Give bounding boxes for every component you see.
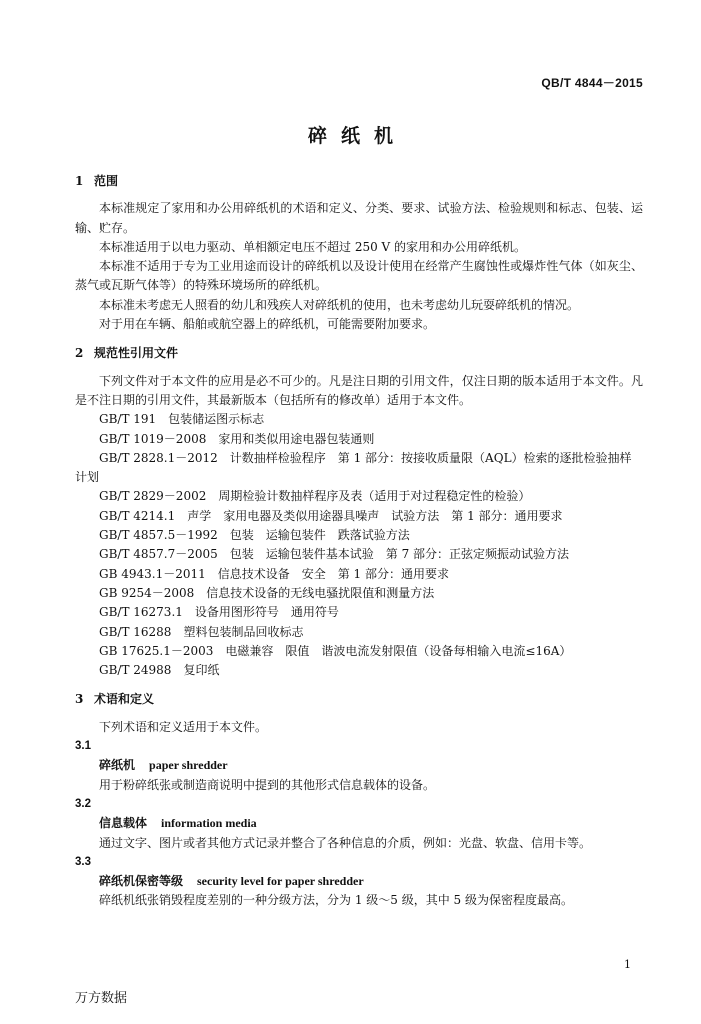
reference-item: GB/T 16273.1 设备用图形符号 通用符号: [99, 605, 339, 620]
page-number: 1: [624, 958, 631, 971]
reference-item: GB/T 16288 塑料包装制品回收标志: [99, 624, 304, 639]
paragraph: 本标准未考虑无人照看的幼儿和残疾人对碎纸机的使用，也未考虑幼儿玩耍碎纸机的情况。: [99, 297, 580, 312]
section-1-heading: 1 范围: [75, 174, 119, 188]
term-definition: 通过文字、图片或者其他方式记录并整合了各种信息的介质，例如：光盘、软盘、信用卡等。: [99, 835, 592, 850]
reference-item: GB/T 1019－2008 家用和类似用途电器包装通则: [99, 431, 375, 446]
reference-item: GB 4943.1－2011 信息技术设备 安全 第 1 部分：通用要求: [99, 566, 450, 581]
reference-item: GB/T 2829－2002 周期检验计数抽样程序及表（适用于对过程稳定性的检验）: [99, 489, 531, 504]
term-title: 信息载体 information media: [99, 816, 257, 831]
document-title: 碎纸机: [307, 125, 407, 147]
reference-item: GB 9254－2008 信息技术设备的无线电骚扰限值和测量方法: [99, 585, 435, 600]
reference-item: GB/T 4857.5－1992 包装 运输包装件 跌落试验方法: [99, 528, 410, 543]
term-number: 3.3: [75, 855, 91, 868]
paragraph: 本标准规定了家用和办公用碎纸机的术语和定义、分类、要求、试验方法、检验规则和标志、包装、运输、贮存。: [75, 201, 643, 235]
term-number: 3.1: [75, 740, 91, 753]
reference-item: GB 17625.1－2003 电磁兼容 限值 谐波电流发射限值（设备每相输入电流≤16A）: [99, 643, 572, 658]
document-body: [75, 172, 643, 911]
term-number: 3.2: [75, 797, 91, 810]
term-definition: 用于粉碎纸张或制造商说明中提到的其他形式信息载体的设备。: [99, 777, 436, 792]
paragraph: 本标准适用于以电力驱动、单相额定电压不超过 250 V 的家用和办公用碎纸机。: [99, 239, 527, 254]
standard-code: QB/T 4844－2015: [541, 76, 643, 90]
term-title: 碎纸机保密等级 security level for paper shredder: [99, 874, 364, 889]
section-2-heading: 2 规范性引用文件: [75, 346, 179, 361]
reference-item: GB/T 191 包装储运图示标志: [99, 412, 265, 427]
reference-item: GB/T 4857.7－2005 包装 运输包装件基本试验 第 7 部分：正弦定频振动试验方法: [99, 547, 570, 562]
term-title: 碎纸机 paper shredder: [99, 758, 228, 773]
paragraph: 本标准不适用于专为工业用途而设计的碎纸机以及设计使用在经常产生腐蚀性或爆炸性气体（如灰尘、蒸气或瓦斯气体等）的特殊环境场所的碎纸机。: [75, 259, 643, 293]
reference-item: GB/T 4214.1 声学 家用电器及类似用途器具噪声 试验方法 第 1 部分：通用要求: [99, 508, 563, 523]
paragraph: 下列文件对于本文件的应用是必不可少的。凡是注日期的引用文件，仅注日期的版本适用于本文件。凡是不注日期的引用文件，其最新版本（包括所有的修改单）适用于本文件。: [75, 373, 643, 407]
footer-watermark: 万方数据: [75, 991, 128, 1006]
reference-item: GB/T 24988 复印纸: [99, 663, 220, 678]
reference-item: GB/T 2828.1－2012 计数抽样检验程序 第 1 部分：按接收质量限（AQL）检索的逐批检验抽样计划: [75, 450, 632, 485]
section-3-heading: 3 术语和定义: [75, 692, 155, 707]
term-definition: 碎纸机纸张销毁程度差别的一种分级方法，分为 1 级～5 级，其中 5 级为保密程度最高。: [99, 893, 573, 908]
paragraph: 对于用在车辆、船舶或航空器上的碎纸机，可能需要附加要求。: [99, 317, 436, 332]
paragraph: 下列术语和定义适用于本文件。: [99, 719, 268, 734]
